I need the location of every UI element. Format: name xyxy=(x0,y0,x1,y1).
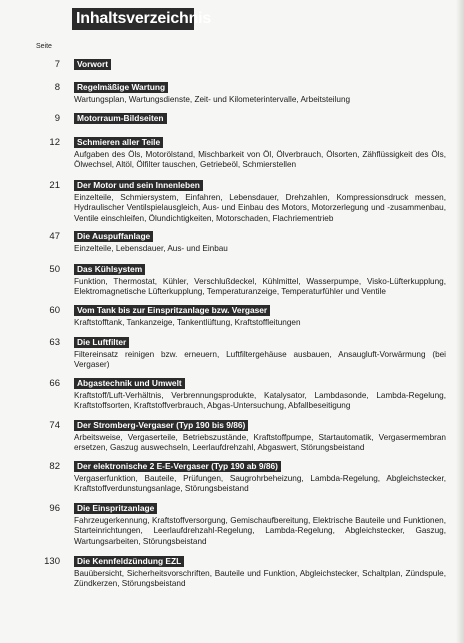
toc-description: Funktion, Thermostat, Kühler, Verschlußdeckel, Kühlmittel, Wasserpumpe, Visko-Lüfterkupplung, Elektromagnetische Lüfterkupplung, Temperaturanzeige, Temperaturfühler und Ventile xyxy=(74,277,446,297)
toc-description: Aufgaben des Öls, Motorölstand, Mischbarkeit von Öl, Ölverbrauch, Ölsorten, Zähflüssigkeit des Öls, Ölwechsel, Altöl, Ölfilter tauschen, Getriebeöl, Schmierstellen xyxy=(74,150,446,170)
page-column-label: Seite xyxy=(36,43,52,50)
toc-heading[interactable]: Die Kennfeldzündung EZL xyxy=(74,556,184,567)
toc-page-number: 130 xyxy=(44,556,60,567)
toc-heading[interactable]: Der Motor und sein Innenleben xyxy=(74,180,203,191)
toc-heading[interactable]: Motorraum-Bildseiten xyxy=(74,113,167,124)
page-title: Inhaltsverzeichnis xyxy=(72,8,194,30)
toc-heading[interactable]: Die Auspuffanlage xyxy=(74,231,153,242)
toc-heading[interactable]: Abgastechnik und Umwelt xyxy=(74,378,185,389)
toc-heading[interactable]: Regelmäßige Wartung xyxy=(74,82,168,93)
toc-heading[interactable]: Vorwort xyxy=(74,59,111,70)
toc-page-number: 74 xyxy=(49,420,60,431)
toc-heading[interactable]: Die Luftfilter xyxy=(74,337,129,348)
page-edge-shadow xyxy=(456,0,464,643)
toc-heading[interactable]: Der elektronische 2 E-E-Vergaser (Typ 190 ab 9/86) xyxy=(74,461,281,472)
toc-description: Bauübersicht, Sicherheitsvorschriften, Bauteile und Funktion, Abgleichstecker, Schaltplan, Zündspule, Zündkerzen, Störungsbeistand xyxy=(74,569,446,589)
toc-heading[interactable]: Der Stromberg-Vergaser (Typ 190 bis 9/86) xyxy=(74,420,248,431)
toc-page-number: 66 xyxy=(49,378,60,389)
toc-page-number: 8 xyxy=(54,82,60,93)
toc-page-number: 7 xyxy=(54,59,60,70)
toc-description: Einzelteile, Lebensdauer, Aus- und Einbau xyxy=(74,244,228,253)
toc-page-number: 12 xyxy=(49,137,60,148)
toc-page-number: 60 xyxy=(49,305,60,316)
toc-description: Kraftstofftank, Tankanzeige, Tankentlüftung, Kraftstoffleitungen xyxy=(74,318,301,327)
toc-page-number: 50 xyxy=(49,264,60,275)
toc-heading[interactable]: Vom Tank bis zur Einspritzanlage bzw. Vergaser xyxy=(74,305,270,316)
toc-heading[interactable]: Die Einspritzanlage xyxy=(74,503,157,514)
toc-page-number: 9 xyxy=(54,113,60,124)
toc-description: Einzelteile, Schmiersystem, Einfahren, Lebensdauer, Drehzahlen, Kompressionsdruck messen, Hydraulischer Ventilspielausgleich, Aus- und Einbau des Motors, Motorzerlegung und -zusammenbau, Ventile einschleifen, Ölundichtigkeiten, Motorschaden, Flachriementrieb xyxy=(74,193,446,223)
toc-page-number: 96 xyxy=(49,503,60,514)
toc-heading[interactable]: Das Kühlsystem xyxy=(74,264,145,275)
toc-page-number: 63 xyxy=(49,337,60,348)
toc-page-number: 21 xyxy=(49,180,60,191)
toc-description: Kraftstoff/Luft-Verhältnis, Verbrennungsprodukte, Katalysator, Lambdasonde, Lambda-Regelung, Kraftstoffsorten, Kraftstoffverbrauch, Abgas-Untersuchung, Abfallbeseitigung xyxy=(74,391,446,411)
toc-description: Arbeitsweise, Vergaserteile, Betriebszustände, Kraftstoffpumpe, Startautomatik, Vergasermembran ersetzen, Gaszug auswechseln, Leerlaufdrehzahl, Abgaswert, Störungsbeistand xyxy=(74,433,446,453)
toc-description: Filtereinsatz reinigen bzw. erneuern, Luftfiltergehäuse ausbauen, Ansaugluft-Vorwärmung (bei Vergaser) xyxy=(74,350,446,370)
toc-description: Fahrzeugerkennung, Kraftstoffversorgung, Gemischaufbereitung, Elektrische Bauteile und Funktionen, Starteinrichtungen, Leerlaufdrehzahl-Regelung, Lambda-Regelung, Abgleichstecker, Gaszug, Wartungsarbeiten, Störungsbeistand xyxy=(74,516,446,546)
toc-page-number: 82 xyxy=(49,461,60,472)
toc-page-number: 47 xyxy=(49,231,60,242)
toc-heading[interactable]: Schmieren aller Teile xyxy=(74,137,163,148)
toc-description: Vergaserfunktion, Bauteile, Prüfungen, Saugrohrbeheizung, Lambda-Regelung, Abgleichstecker, Kraftstoffverdunstungsanlage, Störungsbeistand xyxy=(74,474,446,494)
toc-description: Wartungsplan, Wartungsdienste, Zeit- und Kilometerintervalle, Arbeitsteilung xyxy=(74,95,351,104)
